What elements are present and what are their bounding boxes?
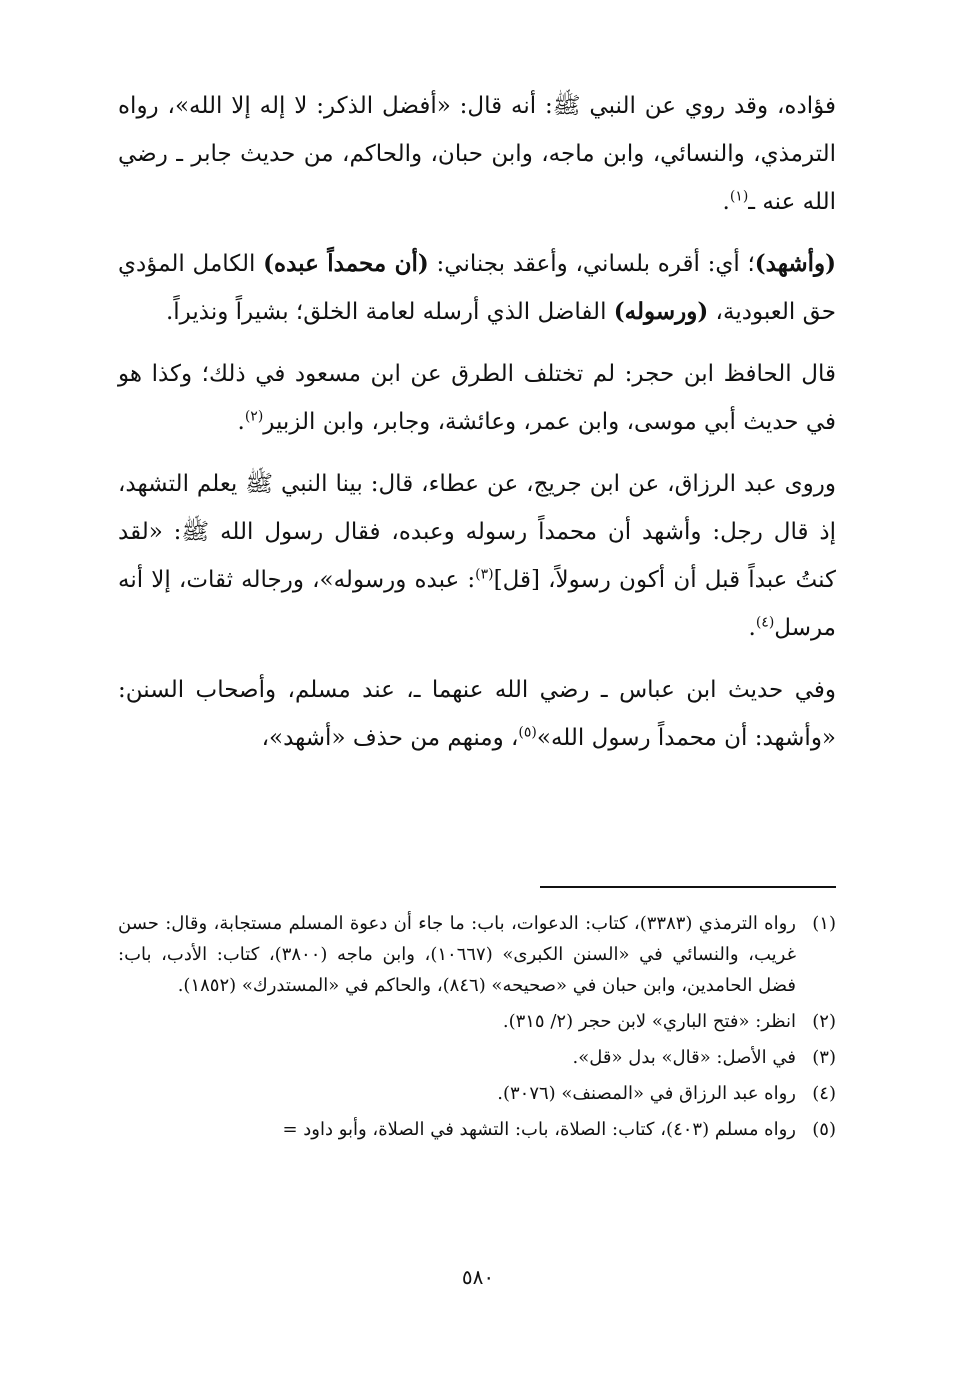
text-segment: : عبده ورسوله»، ورجاله ثقات، إلا أنه مرسل xyxy=(118,567,836,641)
footnote-number: (٢) xyxy=(812,1011,836,1032)
footnote-number: (٤) xyxy=(812,1083,836,1104)
footnote-text: رواه مسلم (٤٠٣)، كتاب: الصلاة، باب: التشهد في الصلاة، وأبو داود = xyxy=(282,1119,796,1140)
footnote-3 xyxy=(118,1042,836,1073)
footnote-5 xyxy=(118,1114,836,1145)
footnote-marker-3[interactable]: (٣) xyxy=(475,566,494,583)
footnote-number: (٥) xyxy=(812,1119,836,1140)
text-segment: . xyxy=(748,615,756,641)
text-segment: ؛ أي: أقره بلساني، وأعقد بجناني: xyxy=(428,251,755,277)
footnote-1 xyxy=(118,908,836,1001)
footnote-marker-5[interactable]: (٥) xyxy=(518,724,537,741)
bold-phrase: (ورسوله) xyxy=(613,298,709,325)
footnote-marker-2[interactable]: (٢) xyxy=(244,408,264,425)
footnote-marker-1[interactable]: (١) xyxy=(729,188,749,205)
page-number: ٥٨٠ xyxy=(461,1265,495,1289)
footnotes-section xyxy=(118,908,836,1150)
text-segment: فؤاده، وقد روي عن النبي ﷺ: أنه قال: «أفضل الذكر: لا إله إلا الله»، رواه الترمذي، والنسائي، وابن ماجه، وابن حبان، والحاكم، من حديث جابر ـ رضي الله عنه ـ xyxy=(118,93,836,215)
paragraph-5 xyxy=(118,666,836,762)
footnote-2 xyxy=(118,1006,836,1037)
paragraph-3 xyxy=(118,350,836,446)
footnote-number: (١) xyxy=(812,913,836,934)
footnote-text: انظر: «فتح الباري» لابن حجر (٢/ ٣١٥). xyxy=(502,1011,796,1032)
footnote-text: رواه عبد الرزاق في «المصنف» (٣٠٧٦). xyxy=(497,1083,796,1104)
paragraph-1 xyxy=(118,82,836,226)
footnote-4 xyxy=(118,1078,836,1109)
text-segment: قال الحافظ ابن حجر: لم تختلف الطرق عن ابن مسعود في ذلك؛ وكذا هو في حديث أبي موسى، وابن عمر، وعائشة، وجابر، وابن الزبير xyxy=(118,361,836,435)
text-segment: ، ومنهم من حذف «أشهد»، xyxy=(261,725,519,751)
footnote-text: رواه الترمذي (٣٣٨٣)، كتاب: الدعوات، باب: ما جاء أن دعوة المسلم مستجابة، وقال: حسن غريب، والنسائي في «السنن الكبرى» (١٠٦٦٧)، وابن ماجه (٣٨٠٠)، كتاب: الأدب، باب: فضل الحامدين، وابن حبان في «صحيحه» (٨٤٦)، والحاكم في «المستدرك» (١٨٥٢). xyxy=(118,913,796,996)
text-segment: . xyxy=(722,189,730,215)
bold-phrase: (وأشهد) xyxy=(754,250,837,277)
text-segment: وروى عبد الرزاق، عن ابن جريج، عن عطاء، قال: بينا النبي ﷺ يعلم التشهد، إذ قال رجل: وأشهد أن محمداً رسوله وعبده، فقال رسول الله ﷺ: «لقد كنتُ عبداً قبل أن أكون رسولاً، [قل] xyxy=(118,471,836,593)
text-segment: . xyxy=(237,409,245,435)
paragraph-2 xyxy=(118,240,836,336)
text-segment: الكامل المؤدي حق العبودية، xyxy=(118,251,836,325)
footnote-text: في الأصل: «قال» بدل «قل». xyxy=(572,1047,796,1068)
text-segment: الفاضل الذي أرسله لعامة الخلق؛ بشيراً ونذيراً. xyxy=(165,299,614,325)
footnote-marker-4[interactable]: (٤) xyxy=(755,614,775,631)
text-segment: وفي حديث ابن عباس ـ رضي الله عنهما ـ، عند مسلم، وأصحاب السنن: «وأشهد: أن محمداً رسول الله» xyxy=(118,677,836,751)
bold-phrase: (أن محمداً عبده) xyxy=(263,250,429,277)
footnote-number: (٣) xyxy=(812,1047,836,1068)
main-text xyxy=(118,82,836,776)
footnote-separator xyxy=(540,886,836,888)
paragraph-4 xyxy=(118,460,836,652)
